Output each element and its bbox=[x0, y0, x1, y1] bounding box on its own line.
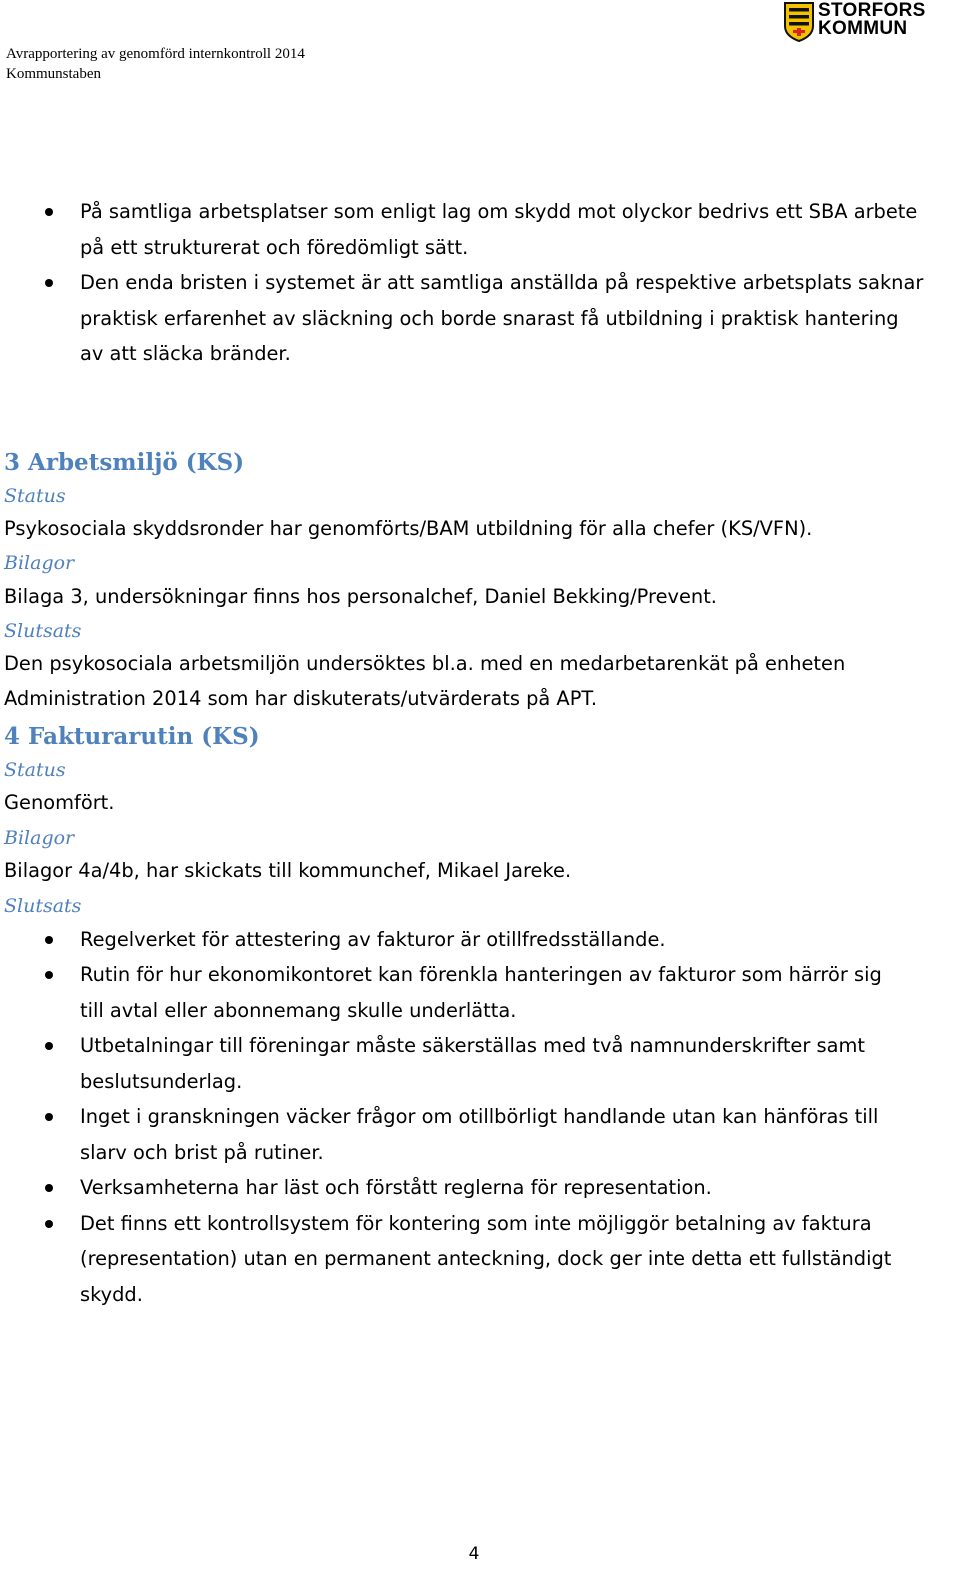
document-header bbox=[6, 44, 305, 84]
list-item-line: till avtal eller abonnemang skulle underlätta. bbox=[80, 998, 517, 1022]
section4-status-text: Genomfört. bbox=[4, 790, 115, 814]
intro-bullet-list bbox=[4, 194, 954, 372]
list-item-line: beslutsunderlag. bbox=[80, 1069, 243, 1093]
section3-slutsats-label: Slutsats bbox=[4, 619, 82, 642]
list-item-line: På samtliga arbetsplatser som enligt lag om skydd mot olyckor bedrivs ett SBA arbete bbox=[80, 200, 918, 223]
section3-heading: 3 Arbetsmiljö (KS) bbox=[4, 448, 245, 476]
storfors-coat-of-arms-icon bbox=[784, 2, 814, 42]
section4-slutsats-label: Slutsats bbox=[4, 894, 82, 917]
page-number: 4 bbox=[468, 1544, 480, 1564]
list-item-line: Rutin för hur ekonomikontoret kan förenkla hanteringen av fakturor som härrör sig bbox=[80, 963, 882, 986]
section3-status-label: Status bbox=[4, 484, 66, 507]
logo-text-line2: KOMMUN bbox=[818, 18, 908, 39]
section4-bilagor-label: Bilagor bbox=[4, 826, 75, 849]
list-item-line: praktisk erfarenhet av släckning och borde snarast få utbildning i praktisk hantering bbox=[80, 306, 899, 330]
section4-status-label: Status bbox=[4, 758, 66, 781]
section3-slutsats-line: Den psykosociala arbetsmiljön undersöktes bl.a. med en medarbetarenkät på enheten bbox=[4, 651, 846, 675]
list-item-line: Regelverket för attestering av fakturor är otillfredsställande. bbox=[80, 927, 666, 951]
header-department: Kommunstaben bbox=[6, 66, 101, 82]
list-item-line: (representation) utan en permanent anteckning, dock ger inte detta ett fullständigt bbox=[80, 1247, 892, 1270]
list-item bbox=[4, 265, 954, 372]
list-item-line: slarv och brist på rutiner. bbox=[80, 1140, 324, 1164]
section4-heading: 4 Fakturarutin (KS) bbox=[4, 722, 260, 750]
section3-slutsats-line: Administration 2014 som har diskuterats/utvärderats på APT. bbox=[4, 686, 598, 710]
section4-bilagor-text: Bilagor 4a/4b, har skickats till kommunchef, Mikael Jareke. bbox=[4, 858, 572, 882]
list-item bbox=[4, 194, 954, 265]
storfors-kommun-logo bbox=[784, 2, 926, 42]
list-item-line: skydd. bbox=[80, 1282, 143, 1306]
list-item bbox=[4, 1028, 954, 1099]
document-body bbox=[4, 194, 954, 1312]
list-item bbox=[4, 1170, 954, 1206]
list-item-line: Det finns ett kontrollsystem för kontering som inte möjliggör betalning av faktura bbox=[80, 1211, 872, 1235]
list-item-line: på ett strukturerat och föredömligt sätt. bbox=[80, 235, 469, 259]
list-item-line: av att släcka bränder. bbox=[80, 342, 291, 365]
logo-text-line1: STORFORS bbox=[818, 0, 926, 21]
section3-bilagor-label: Bilagor bbox=[4, 551, 75, 574]
list-item bbox=[4, 922, 954, 958]
list-item-line: Utbetalningar till föreningar måste säkerställas med två namnunderskrifter samt bbox=[80, 1034, 865, 1057]
header-title: Avrapportering av genomförd internkontroll 2014 bbox=[6, 46, 305, 62]
section4-slutsats-list bbox=[4, 922, 954, 1313]
section3-bilagor-text: Bilaga 3, undersökningar finns hos personalchef, Daniel Bekking/Prevent. bbox=[4, 584, 717, 608]
list-item bbox=[4, 957, 954, 1028]
list-item-line: Verksamheterna har läst och förstått reglerna för representation. bbox=[80, 1176, 712, 1199]
list-item-line: Inget i granskningen väcker frågor om otillbörligt handlande utan kan hänföras till bbox=[80, 1105, 879, 1128]
list-item bbox=[4, 1206, 954, 1313]
section3-status-text: Psykosociala skyddsronder har genomförts/BAM utbildning för alla chefer (KS/VFN). bbox=[4, 516, 813, 540]
list-item bbox=[4, 1099, 954, 1170]
list-item-line: Den enda bristen i systemet är att samtliga anställda på respektive arbetsplats saknar bbox=[80, 271, 924, 294]
